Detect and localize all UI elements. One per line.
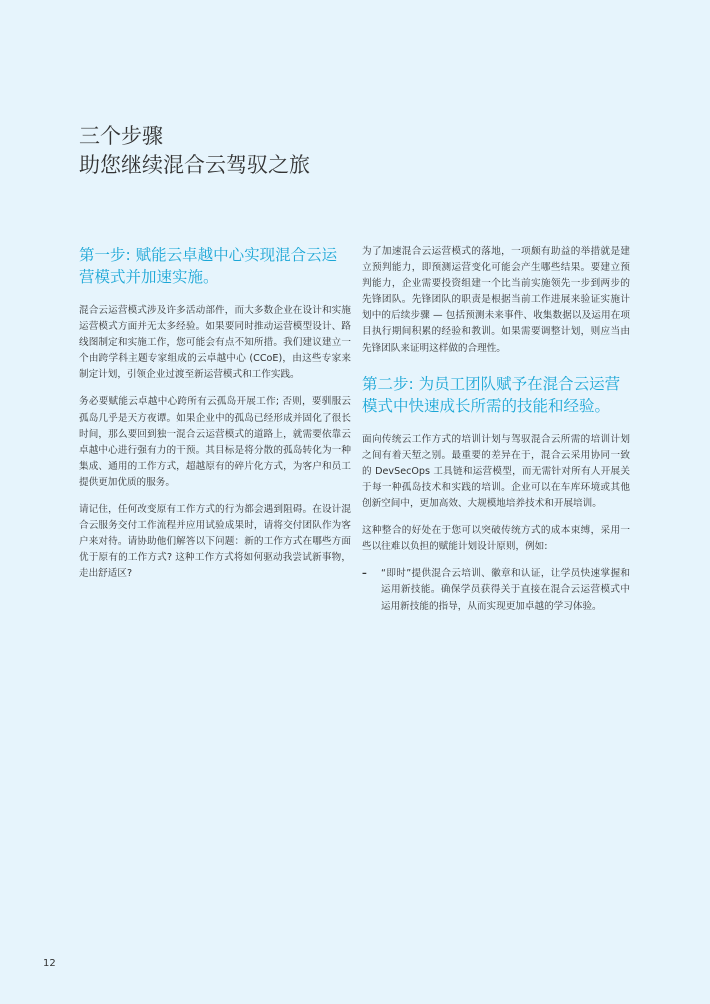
left-paragraph-2: 务必要赋能云卓越中心跨所有云孤岛开展工作; 否则，要驯服云孤岛几乎是天方夜谭。如果企业中的孤岛已经形成并固化了很长时间，那么要回到独一混合云运营模式的道路上，就需要依靠云卓越中心进行强有力的干预。其目标是将分散的孤岛转化为一种集成、通用的工作方式，超越原有的碎片化方式，为客户和员工提供更加优质的服务。 xyxy=(79,396,351,488)
right-paragraph-1: 面向传统云工作方式的培训计划与驾驭混合云所需的培训计划之间有着天堑之别。最重要的差异在于，混合云采用协同一致的 DevSecOps 工具链和运营模型，而无需针对所有人开展关于每一种孤岛技术和实践的培训。企业可以在车库环境或其他创新空间中，更加高效、大规模地培养技术和开展培训。 xyxy=(362,433,630,510)
right-column xyxy=(362,244,630,615)
list-dash: – xyxy=(362,568,367,580)
page-title-line-2: 助您继续混合云驾驭之旅 xyxy=(79,153,310,177)
principles-list xyxy=(362,566,630,614)
list-item-text: “即时”提供混合云培训、徽章和认证，让学员快速掌握和运用新技能。确保学员获得关于直接在混合云运营模式中运用新技能的指导，从而实现更加卓越的学习体验。 xyxy=(381,568,630,612)
right-paragraph-2: 这种整合的好处在于您可以突破传统方式的成本束缚，采用一些以往难以负担的赋能计划设计原则，例如: xyxy=(362,525,630,553)
page-number: 12 xyxy=(43,958,56,969)
left-paragraph-3: 请记住，任何改变原有工作方式的行为都会遇到阻碍。在设计混合云服务交付工作流程并应用试验成果时，请将交付团队作为客户来对待。请协助他们解答以下问题：新的工作方式在哪些方面优于原有的工作方式? 这种工作方式将如何驱动我尝试新事物，走出舒适区? xyxy=(79,504,351,580)
step-one-heading: 第一步: 赋能云卓越中心实现混合云运营模式并加速实施。 xyxy=(79,246,338,286)
left-paragraph-1: 混合云运营模式涉及许多活动部件，而大多数企业在设计和实施运营模式方面并无太多经验。如果要同时推动运营模型设计、路线图制定和实施工作，您可能会有点不知所措。我们建议建立一个由跨学科主题专家组成的云卓越中心 (CCoE)，由这些专家来制定计划，引领企业过渡至新运营模式和工作实践。 xyxy=(79,305,351,381)
step-two-heading: 第二步: 为员工团队赋予在混合云运营模式中快速成长所需的技能和经验。 xyxy=(362,374,621,415)
page-title xyxy=(79,122,310,180)
page-title-line-1: 三个步骤 xyxy=(79,124,163,148)
list-item xyxy=(362,566,630,614)
left-column xyxy=(79,244,351,594)
right-paragraph-top: 为了加速混合云运营模式的落地，一项颇有助益的举措就是建立预判能力，即预测运营变化可能会产生哪些结果。要建立预判能力，企业需要投资组建一个比当前实施领先一步到两步的先锋团队。先锋团队的职责是根据当前工作进展来验证实施计划中的后续步骤 — 包括预测未来事件、收集数据以及运用在项目执行期间积累的经验和教训。如果需要调整计划，则应当由先锋团队来证明这样做的合理性。 xyxy=(362,246,630,354)
